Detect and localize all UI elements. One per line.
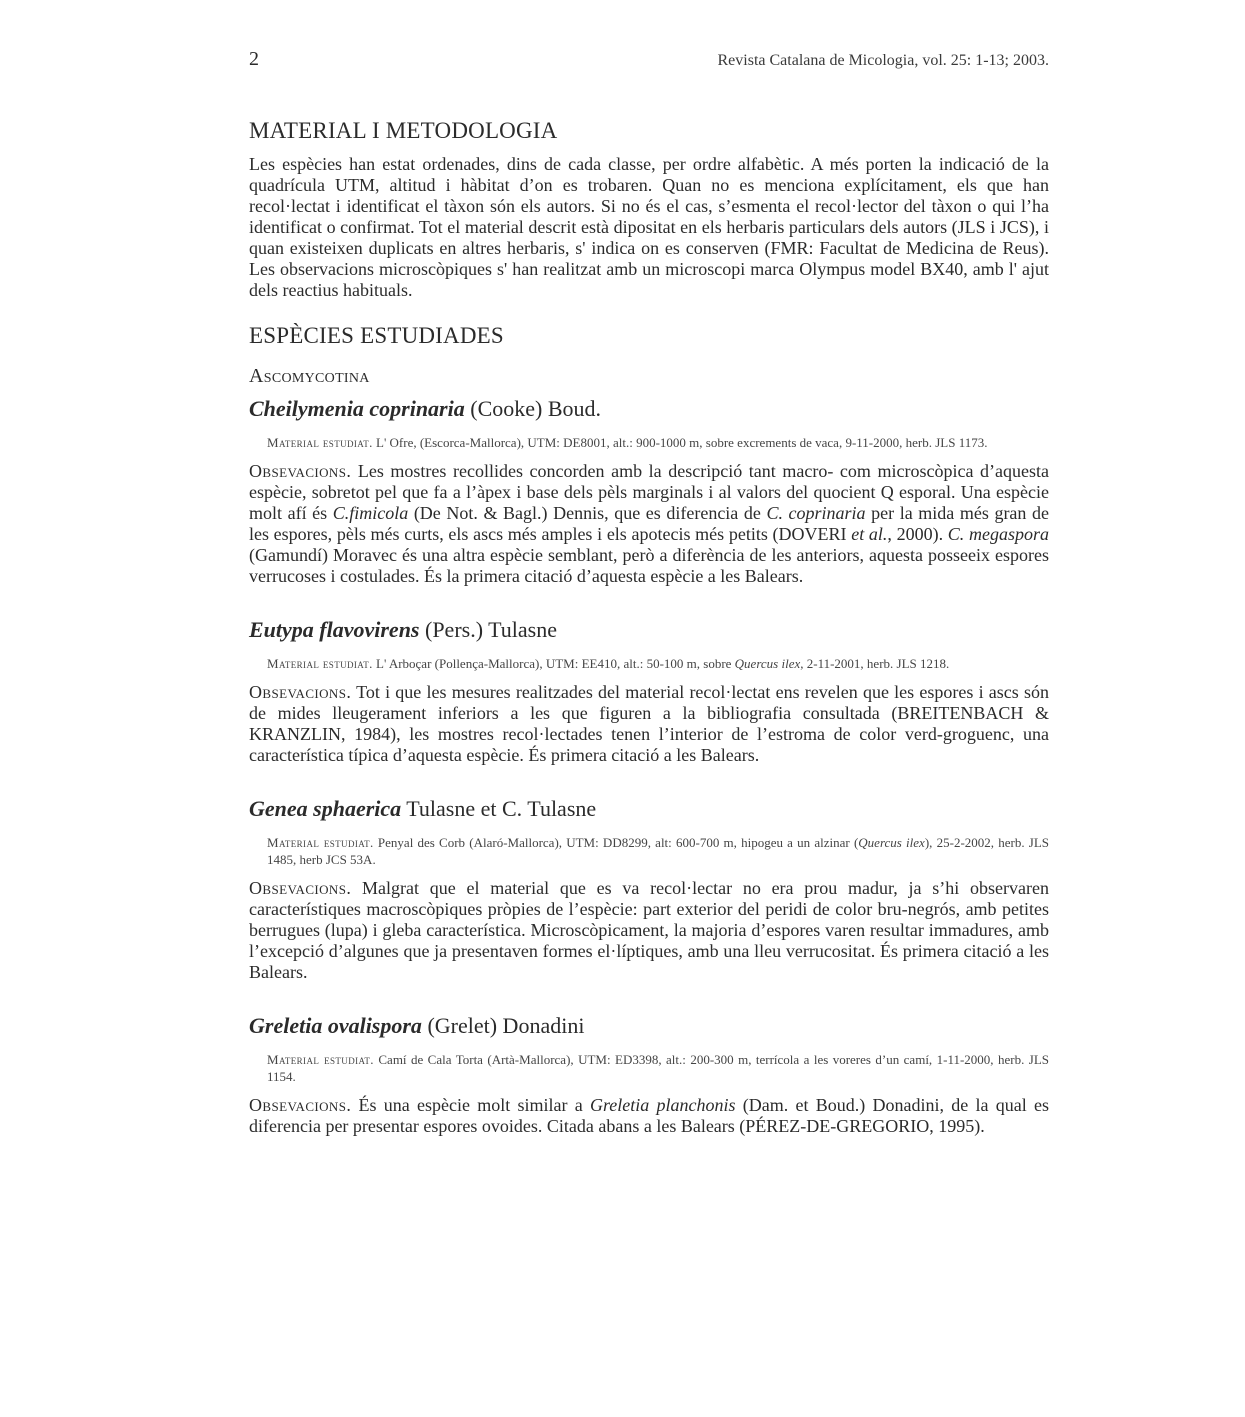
observations-text: És una espècie molt similar a <box>351 1095 590 1115</box>
observations-text: , 2000). <box>887 524 948 544</box>
material-studied <box>267 655 1049 672</box>
page-number: 2 <box>249 48 259 70</box>
material-italic: Quercus ilex <box>734 656 801 671</box>
species-author: (Cooke) Boud. <box>464 396 602 421</box>
observations-text: (De Not. & Bagl.) Dennis, que es diferencia de <box>408 503 767 523</box>
species-name: Genea sphaerica <box>249 796 402 821</box>
species-heading <box>249 617 1049 643</box>
observations-italic: Greletia planchonis <box>589 1095 736 1115</box>
observations <box>249 461 1049 587</box>
subsection-heading-ascomycotina: Ascomycotina <box>249 365 370 387</box>
section-heading-methodology: MATERIAL I METODOLOGIA <box>249 118 558 143</box>
material-label: Material estudiat. <box>267 835 374 850</box>
species-heading <box>249 396 1049 422</box>
material-text: Penyal des Corb (Alaró-Mallorca), UTM: DD8299, alt: 600-700 m, hipogeu a un alzinar ( <box>373 835 859 850</box>
observations-label: Obsevacions. <box>249 461 352 481</box>
material-text: L' Ofre, (Escorca-Mallorca), UTM: DE8001, alt.: 900-1000 m, sobre excrements de vaca, 9-11-2000, herb. JLS 1173. <box>372 435 988 450</box>
section-heading-species: ESPÈCIES ESTUDIADES <box>249 323 504 348</box>
species-name: Cheilymenia coprinaria <box>249 396 465 421</box>
methodology-paragraph: Les espècies han estat ordenades, dins de cada classe, per ordre alfabètic. A més porten la indicació de la quadrícula UTM, altitud i hàbitat d’on es trobaren. Quan no es menciona explícitament, els que han recol·lectat i identificat el tàxon són els autors. Si no és el cas, s’esmenta el recol·lector del tàxon o qui l’ha identificat o confirmat. Tot el material descrit està dipositat en els herbaris particulars dels autors (JLS i JCS), i quan existeixen duplicats en altres herbaris, s' indica on es conserven (FMR: Facultat de Medicina de Reus). Les observacions microscòpiques s' han realitzat amb un microscopi marca Olympus model BX40, amb l' ajut dels reactius habituals. <box>249 154 1049 300</box>
observations-text: per la mida més gran de les espores, pèls més curts, els ascs més amples i els apotecis més petits (DOVERI <box>249 503 1049 544</box>
running-head: Revista Catalana de Micologia, vol. 25: 1-13; 2003. <box>717 52 1049 69</box>
species-heading <box>249 1013 1049 1039</box>
material-text: , 2-11-2001, herb. JLS 1218. <box>800 656 950 671</box>
observations-label: Obsevacions. <box>249 1095 352 1115</box>
observations-label: Obsevacions. <box>249 682 352 702</box>
material-label: Material estudiat. <box>267 1052 374 1067</box>
material-text: Camí de Cala Torta (Artà-Mallorca), UTM: ED3398, alt.: 200-300 m, terrícola a les voreres d’un camí, 1-11-2000, herb. JLS 1154. <box>267 1052 1049 1084</box>
species-author: (Pers.) Tulasne <box>419 617 558 642</box>
material-studied <box>267 1051 1049 1085</box>
page <box>249 48 1049 1137</box>
observations-italic: C.fimicola <box>332 503 409 523</box>
material-text: ), 25-2-2002, herb. JLS 1485, herb JCS 53A. <box>267 835 1050 867</box>
species-author: (Grelet) Donadini <box>421 1013 585 1038</box>
observations-text: Tot i que les mesures realitzades del material recol·lectat ens revelen que les espores i ascs són de mides lleugerament inferiors a les que figuren a la bibliografia consultada (BREITENBACH & KRANZLIN, 1984), les mostres recol·lectades tenen l’interior de l’estroma de color verd-groguenc, una característica típica d’aquesta espècie. És primera citació a les Balears. <box>249 682 1049 765</box>
observations-text: (Gamundí) Moravec és una altra espècie semblant, però a diferència de les anteriors, aquesta posseeix espores verrucoses i costulades. És la primera citació d’aquesta espècie a les Balears. <box>249 545 1049 586</box>
material-italic: Quercus ilex <box>858 835 925 850</box>
observations <box>249 878 1049 983</box>
observations-text: Malgrat que el material que es va recol·lectar no era prou madur, ja s’hi observaren característiques macroscòpiques pròpies de l’espècie: part exterior del peridi de color bru-negrós, amb petites berrugues (lupa) i gleba característica. Microscòpicament, la majoria d’espores varen resultar immadures, amb l’excepció d’algunes que ja presentaven formes el·líptiques, amb una lleu verrucositat. És primera citació a les Balears. <box>249 878 1049 982</box>
species-name: Greletia ovalispora <box>249 1013 422 1038</box>
observations-italic: C. coprinaria <box>766 503 866 523</box>
observations-label: Obsevacions. <box>249 878 352 898</box>
observations-text: Les mostres recollides concorden amb la descripció tant macro- com microscòpica d’aquesta espècie, sobretot pel que fa a l’àpex i base dels pèls marginals i al valors del quocient Q esporal. Una espècie molt afí és <box>249 461 1049 523</box>
material-text: L' Arboçar (Pollença-Mallorca), UTM: EE410, alt.: 50-100 m, sobre <box>372 656 735 671</box>
species-heading <box>249 796 1049 822</box>
material-label: Material estudiat. <box>267 656 373 671</box>
observations <box>249 1095 1049 1137</box>
species-name: Eutypa flavovirens <box>249 617 420 642</box>
material-studied <box>267 434 1049 451</box>
material-studied <box>267 834 1049 868</box>
observations <box>249 682 1049 766</box>
observations-text: (Dam. et Boud.) Donadini, de la qual es diferencia per presentar espores ovoides. Citada abans a les Balears (PÉREZ-DE-GREGORIO, 1995). <box>249 1095 1049 1136</box>
material-label: Material estudiat. <box>267 435 373 450</box>
observations-italic: et al. <box>851 524 888 544</box>
observations-italic: C. megaspora <box>947 524 1049 544</box>
page-header <box>249 48 1049 78</box>
species-author: Tulasne et C. Tulasne <box>401 796 597 821</box>
